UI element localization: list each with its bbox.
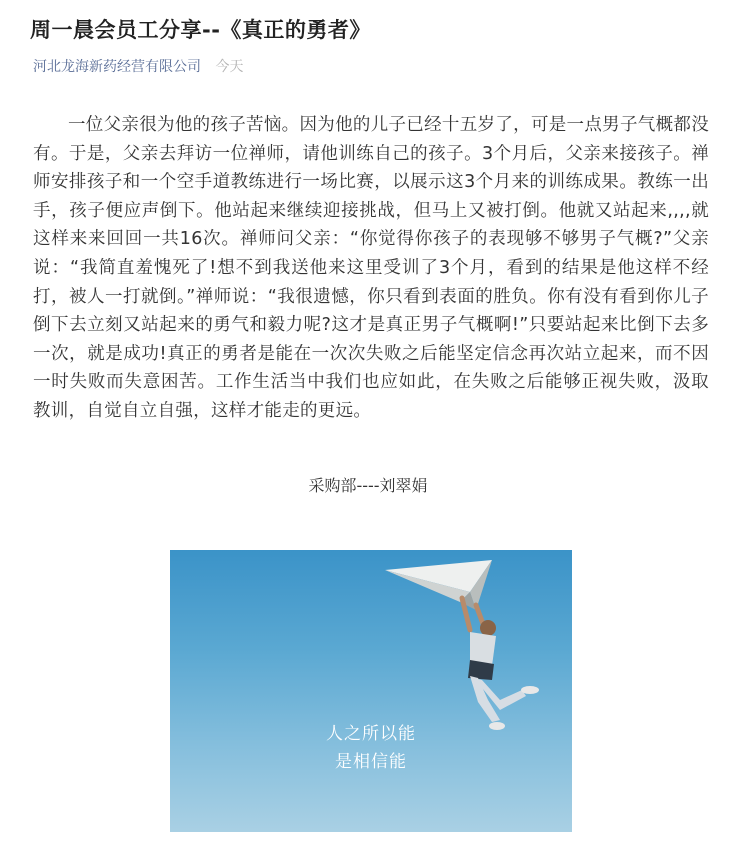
article-signature: 采购部----刘翠娟 [308,476,428,495]
publish-date: 今天 [215,59,244,75]
caption-line-2: 是相信能 [335,752,407,772]
article-image [170,550,572,832]
account-name-link[interactable]: 河北龙海新药经营有限公司 [33,59,201,75]
image-caption [170,720,572,776]
paper-plane-icon [385,560,492,610]
article-title: 周一晨会员工分享--《真正的勇者》 [30,18,371,42]
article-meta [33,57,243,77]
caption-line-1: 人之所以能 [326,724,416,744]
person-figure-icon [462,598,539,730]
article-body: 一位父亲很为他的孩子苦恼。因为他的儿子已经十五岁了，可是一点男子气概都没有。于是，父亲去拜访一位禅师，请他训练自己的孩子。3个月后，父亲来接孩子。禅师安排孩子和一个空手道教练进行一场比赛，以展示这3个月来的训练成果。教练一出手，孩子便应声倒下。他站起来继续迎接挑战，但马上又被打倒。他就又站起来,,,,就这样来来回回一共16次。禅师问父亲：“你觉得你孩子的表现够不够男子气概?”父亲说：“我简直羞愧死了!想不到我送他来这里受训了3个月，看到的结果是他这样不经打，被人一打就倒。”禅师说：“我很遗憾，你只看到表面的胜负。你有没有看到你儿子倒下去立刻又站起来的勇气和毅力呢?这才是真正男子气概啊!”只要站起来比倒下去多一次，就是成功!真正的勇者是能在一次次失败之后能坚定信念再次站立起来，而不因一时失败而失意困苦。工作生活当中我们也应如此，在失败之后能够正视失败，汲取教训，自觉自立自强，这样才能走的更远。 [33,115,709,421]
paper-plane-illustration [170,550,572,832]
